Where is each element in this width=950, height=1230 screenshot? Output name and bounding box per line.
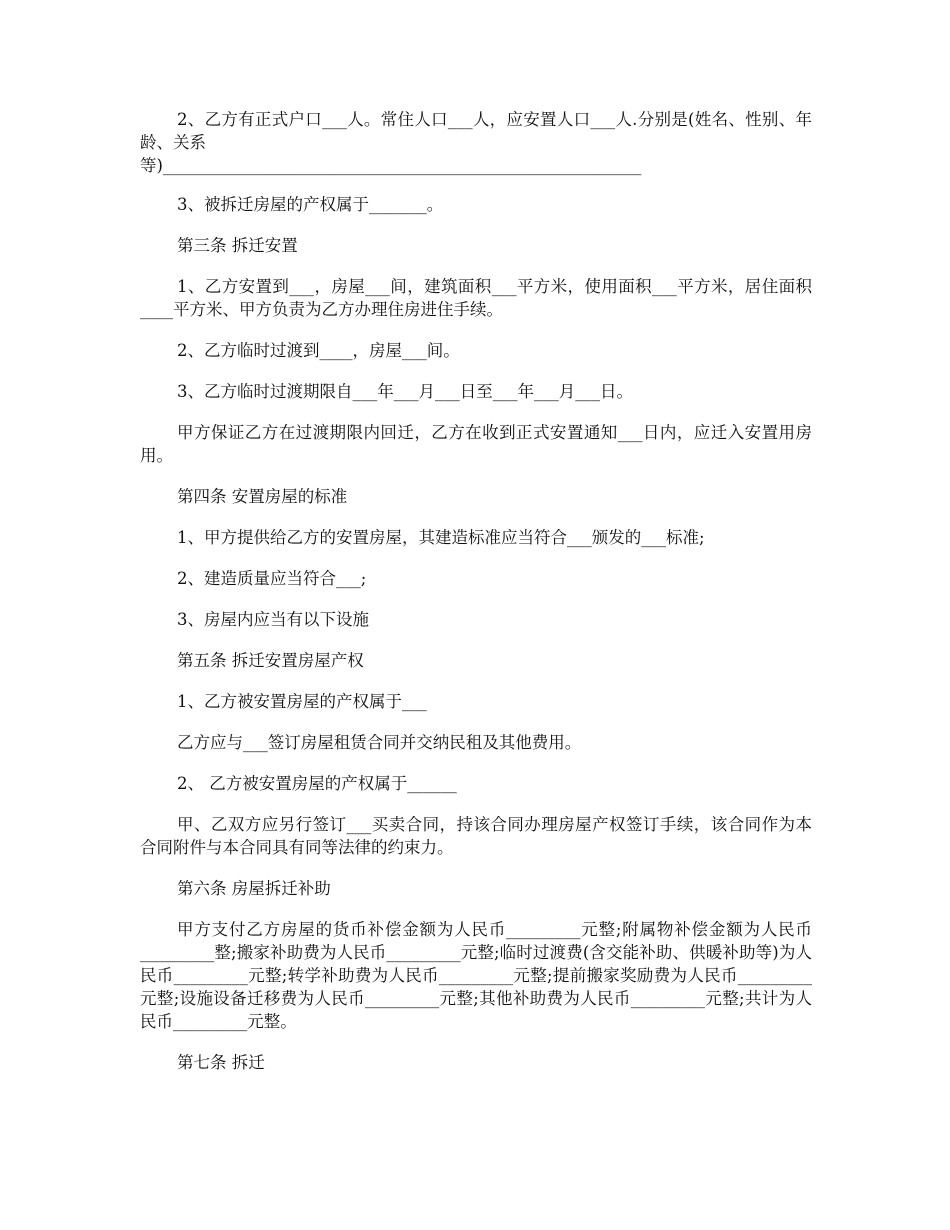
paragraph-hukou: 2、乙方有正式户口___人。常住人口___人，应安置人口___人.分别是(姓名、性别、年龄、关系: [140, 110, 812, 152]
document-page: [140, 108, 812, 1092]
paragraph-guarantee: 甲方保证乙方在过渡期限内回迁，乙方在收到正式安置通知___日内，应迁入安置用房用。: [140, 423, 812, 465]
paragraph-transition-period: 3、乙方临时过渡期限自___年___月___日至___年___月___日。: [177, 382, 633, 401]
heading-article-7: 第七条 拆迁: [177, 1053, 265, 1072]
paragraph-ownership: 3、被拆迁房屋的产权属于_______。: [177, 195, 444, 214]
paragraph-sale-contract: 甲、乙双方应另行签订___买卖合同，持该合同办理房屋产权签订手续，该合同作为本合同附件与本合同具有同等法律的约束力。: [140, 815, 812, 857]
paragraph-property-right-1: 1、乙方被安置房屋的产权属于___: [177, 692, 427, 711]
paragraph-building-standard: 1、甲方提供给乙方的安置房屋，其建造标准应当符合___颁发的___标准;: [177, 528, 705, 547]
paragraph-property-right-2: 2、 乙方被安置房屋的产权属于______: [177, 774, 457, 793]
paragraph-compensation: 甲方支付乙方房屋的货币补偿金额为人民币_________元整;附属物补偿金额为人民币_________整;搬家补助费为人民币_________元整;临时过渡费(含交能补助、供暖补助等)为人民币_________元整;转学补助费为人民币_________元整;提前搬家奖励费为人民币_________元整;设施设备迁移费为人民币_________元整;其他补助费为人民币_________元整;共计为人民币_________元整。: [140, 920, 812, 1031]
heading-article-5: 第五条 拆迁安置房屋产权: [177, 651, 364, 670]
paragraph-temporary-transition: 2、乙方临时过渡到____，房屋___间。: [177, 341, 460, 360]
paragraph-lease: 乙方应与___签订房屋租赁合同并交纳民租及其他费用。: [177, 733, 582, 752]
paragraph-facilities: 3、房屋内应当有以下设施: [177, 610, 369, 629]
paragraph-build-quality: 2、建造质量应当符合___;: [177, 569, 367, 588]
heading-article-4: 第四条 安置房屋的标准: [177, 487, 348, 506]
paragraph-hukou-continued: 等)__________________________________________________________: [140, 156, 642, 175]
heading-article-6: 第六条 房屋拆迁补助: [177, 879, 331, 898]
heading-article-3: 第三条 拆迁安置: [177, 236, 298, 255]
paragraph-resettle: 1、乙方安置到___，房屋___间，建筑面积___平方米，使用面积___平方米，居住面积____平方米、甲方负责为乙方办理住房进住手续。: [140, 277, 812, 319]
